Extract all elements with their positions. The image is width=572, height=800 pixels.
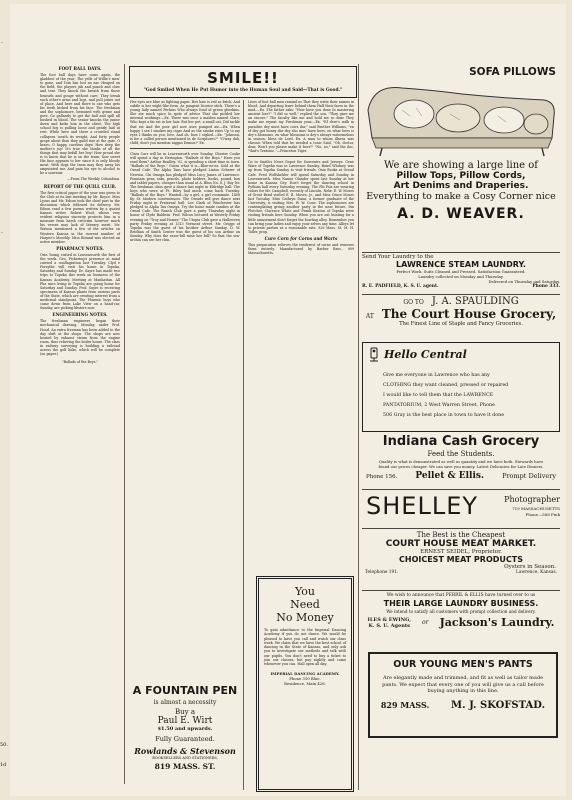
spaulding-ad bbox=[362, 296, 560, 327]
money-line3: No Money bbox=[276, 611, 334, 624]
column-divider bbox=[358, 64, 359, 790]
hello-central: Hello Central bbox=[384, 347, 467, 361]
court-prop: ERNEST SEIDEL, Proprietor. bbox=[420, 549, 502, 555]
spaulding-name: J. A. SPAULDING bbox=[431, 296, 519, 307]
pen-name: Paul E. Wirt bbox=[157, 716, 213, 726]
margin-mark: 50. bbox=[0, 742, 8, 748]
margin-mark: - bbox=[1, 40, 3, 46]
academy-phone: Phone 310 Blue. bbox=[289, 675, 321, 681]
young-mens-pants-ad bbox=[368, 652, 558, 738]
sofa-illustration bbox=[362, 64, 560, 158]
jack-line3: We intend to satisfy all customers with prompt collection and delivery. bbox=[386, 609, 536, 614]
laundry-line1: Send Your Laundry to the bbox=[362, 254, 434, 260]
indiana-name: Indiana Cash Grocery bbox=[382, 434, 540, 449]
smile-subtitle: "God Smiled When He Put Humor into the Human Soul and Said—That is Good." bbox=[143, 88, 343, 93]
laundry-phone: Phone 333. bbox=[532, 284, 560, 289]
telephone-icon bbox=[367, 346, 381, 362]
rowlands-logo: Rowlands & Stevenson bbox=[134, 746, 236, 756]
laundry-name: LAWRENCE STEAM LAUNDRY. bbox=[396, 260, 526, 269]
jack-line1: We wish to announce that PERRIL & ELLIS have turned over to us bbox=[386, 593, 536, 598]
indiana-body: Quality is what is demonstrated as well as quantity and we have both. Stewards have found our prices cheaper. We can save you money. Latest Delicacies for Late Dinners. bbox=[378, 459, 544, 469]
court-house-meat-ad bbox=[362, 531, 560, 575]
money-body: To gain admittance to the Imperial Dancing Academy if you do not dance. We would be pleased to have you call and watch our class work. We claim that we have the best school of dancing in the State of Kansas, and only ask you to investigate our methods and talk with our pupils. You don't need to buy a ticket to join our classes, but pay nightly and come whenever you can. Hall open all day. bbox=[264, 628, 346, 667]
jack-agent1: ILES & EWING, bbox=[367, 616, 411, 623]
engineering-title: ENGINEERING NOTES. bbox=[52, 312, 108, 318]
money-line2: Need bbox=[290, 598, 320, 611]
column-2 bbox=[130, 100, 240, 244]
quill-title: REPORT OF THE QUILL CLUB. bbox=[43, 183, 117, 189]
weaver-ad bbox=[362, 160, 560, 222]
court-telephone: Telephone 191. bbox=[365, 570, 399, 575]
corn-text: This preparation relieves the tenderest of corns and removes them entirely. Manufactured by Barber Bros., 909 Massachusetts. bbox=[248, 243, 354, 256]
academy-residence: Residence, Main 426. bbox=[284, 680, 326, 686]
laundry-ad bbox=[362, 254, 560, 289]
pant-line1: Give me everyone in Lawrence who has any bbox=[383, 373, 490, 378]
rowlands-sub: BOOKSELLERS AND STATIONERS, bbox=[152, 756, 218, 760]
margin-mark: - bbox=[1, 230, 3, 236]
sofa-pillows-ad bbox=[362, 64, 560, 158]
pant-line4: PANTATORIUM, 2 West Warren Street, Phone bbox=[383, 403, 495, 408]
spaulding-at: AT bbox=[365, 313, 374, 320]
column-1 bbox=[40, 64, 120, 366]
laundry-agent: R. E. PADFIELD, K. S. U. agent. bbox=[362, 284, 439, 289]
margin-mark: 1d bbox=[0, 762, 7, 768]
spaulding-sub: The Finest Line of Staple and Fancy Groceries. bbox=[399, 321, 523, 327]
indiana-phone: Phone 156. bbox=[366, 474, 398, 481]
spaulding-store: The Court House Grocery, bbox=[381, 307, 557, 321]
poem-source: —From The Weekly Columbian. bbox=[67, 177, 120, 182]
indiana-prop: Pellet & Ellis. bbox=[415, 471, 485, 482]
newspaper-page bbox=[10, 4, 566, 796]
weaver-line1: We are showing a large line of bbox=[383, 160, 538, 171]
indiana-delivery: Prompt Delivery bbox=[502, 472, 556, 481]
pen-guarantee: Fully Guaranteed. bbox=[155, 735, 215, 743]
pantatorium-ad bbox=[362, 342, 560, 432]
poem-text: The foot ball days have come again, the gladdest of the year; The yells of Willie's men' to gone, and Tom has lost an ear. Heaped on the field, the players jab and punch and claw and tear. They knock the breath from those beneath and gouge without care; They break each other's arms and legs, and pull joints out of place, And here and there is one who gets his teeth kicked from his face. The freshman and the sophomore, bemused with grime and gore, Go gallantly to get the ball and spill all hushed in blood. The senior knocks the junior down and kicks him in the chest; The high school boy is pulling loose and gently laid at rest. While here and there a crowded stand collapses 'neath its weight, And forty people grope about then they guild rise at the gate. O bravo, O happy, careless days! How deep the mother's joy! It's true she thinks of all the things that may befall her boy! How proud she is to know that he is on the team; how sweet His face appears to her since it is only bloody meat. With dogs the team may they away his amputated ear. And pain his eye to alcohol to be a souvenir. bbox=[40, 73, 120, 176]
pharmacy-text: Orin Young visited in Leavenworth the first of the week. Geo. Pickering's presence at mind carried a conflagration last Tuesday. Clyd e Forsythe will visit his home in Topeka, Saturday and Sunday. Dr. Sayre has made two trips to Topeka this week on business of the Kansas Academy. Meeting at Manhattan. All Pha mics living in Topeka are going home for Saturday and Sunday. Prof. Sayre is receiving specimens of Kansas plants from various parts of the State, which are creating interest from a medicinal standpoint. The Pharmic boys who came down from Lake View on a hand-car, Sunday, are picking blisters now. bbox=[40, 252, 120, 311]
poem-title: FOOT BALL DAYS. bbox=[58, 66, 102, 71]
court-line1: The Best is the Cheapest bbox=[416, 531, 506, 539]
ymp-address: 829 MASS. bbox=[380, 699, 430, 710]
laundry-line3: Laundry collected on Monday and Thursday. bbox=[418, 274, 504, 279]
court-line2: CHOICEST MEAT PRODUCTS bbox=[399, 555, 523, 564]
money-line1: You bbox=[294, 585, 315, 598]
pant-line3: I would like to tell them that the LAWRENCE bbox=[383, 393, 494, 398]
engineering-text: The freshman engineers began their mechanical drawing, Monday, under Prof. Hood. An extra freeman has been added to the day shift at the shops. The shops are now heated by exhaust steam from the engine room, thus relieving the boiler house. The class in railway surveying is building a railroad across the golf links, which will be complete (on paper.) bbox=[40, 319, 120, 357]
column-3 bbox=[248, 100, 354, 257]
pen-line2: Buy a bbox=[174, 708, 195, 716]
laundry-line2: Perfect Work. Suits Cleaned and Pressed. Satisfaction Guaranteed. bbox=[396, 269, 526, 274]
jack-name: Jackson's Laundry. bbox=[439, 616, 555, 629]
humor-text-b: Lives of foot ball men remind us That they write their names in blood, And departing leave behind them Half their faces in the mud.—Ex. The father asks: "How have you done In mastering ancient lore?" "I did so well," replied the son, "They gave me an encore." The faculty like me and hold me so dear They make me repeat my Freshman year.—Ex. "Ef dere's milk in paradise dey must have cows dar," said Brother Williams, "en ef dey got honey dar dey sho mus' have bees, en whar bees is dey's blossoms, en whar blossoms is dey's always watermelons in season, bless de Lord. Ex. A man to whom illness was chronic When told that he needed a tonic Said, "Oh, doctor, dear, Won't you please make it beer?" "No, no," said the doc, "that's Tentonic."—Princeton Tiger. bbox=[248, 100, 354, 154]
indiana-grocery-ad bbox=[362, 434, 560, 481]
weaver-line3: Art Denims and Draperies. bbox=[393, 181, 529, 191]
weaver-line2: Pillow Tops, Pillow Cords, bbox=[396, 171, 526, 181]
pen-line1: is almost a necessity bbox=[153, 699, 217, 706]
weaver-name: A. D. WEAVER. bbox=[397, 206, 525, 222]
jackson-laundry-ad bbox=[362, 593, 560, 629]
academy-name: IMPERIAL DANCING ACADEMY. bbox=[270, 670, 340, 676]
court-location: Lawrence, Kansas. bbox=[515, 570, 557, 575]
ymp-name: M. J. SKOFSTAD. bbox=[451, 699, 546, 711]
quill-text: The first critical paper of the year was given to the Club at its last meeting by Mr. Royce. Miss Lyons and Mr. Edson took the chief part in the discussion which followed its delivery. Mr. Edson read a few poems written by a quaint Kansas writer, Robert Woof, whose very evident religious sincerity protects him in a measure from harsh criticism however much his verses may lack of literary merit. Mr. Watson mentioned a few of the articles on Western Kansas in the current number of Harper's Monthly. Miss Botand was elected an active member. bbox=[40, 190, 120, 244]
ballad-note: "Ballads of the Boys." bbox=[61, 360, 99, 365]
corn-title: Cure Corn for Corns and Warts bbox=[264, 235, 338, 241]
fountain-pen-ad bbox=[130, 684, 240, 771]
weaver-line4: Everything to make a Cosy Corner nice bbox=[366, 191, 556, 202]
ymp-body: Are elegantly made and trimmed, and fit as well as tailor made pants. We expect that every one of you will give us a call before buying anything in this line. bbox=[382, 675, 544, 695]
column-divider bbox=[243, 100, 244, 790]
pant-line2: CLOTHING they want cleaned, pressed or repaired bbox=[383, 383, 509, 388]
jack-line2: THEIR LARGE LAUNDRY BUSINESS. bbox=[383, 599, 539, 608]
pharmacy-title: PHARMACY NOTES. bbox=[56, 245, 104, 251]
smile-title: SMILE!! bbox=[207, 69, 279, 87]
shelley-address: 719 MASSACHUSETTS bbox=[512, 506, 560, 511]
pen-title: A FOUNTAIN PEN bbox=[132, 684, 238, 697]
local-notes-a: Clara Carr will be in Leavenworth over Sunday. Chester Cooke will spend a day in Herington. "Ballads of the Boys." Have you read them? Arthur Bradley, '02, is spending a short time in town. "Ballads of the Boys." Guess what it is—Blue-ee-ea. Sold at the Oread Cafe. The Alpha Taus have pledged Linton Scherer of Newton. Chi Omega has pledged Miss Lucy James of Lawrence. Fountain pens, inks, pencils, photo holders, books, pound, box and tablet papers, cheaper than usual at A. Bliss No. 8, J. Boy ler. The freshman class gave a dance last night in Eldridge hall. The boys who were at Pt. Riley had much come back Tuesday. "Ballads of the Boys." Wanted—by a girl, a girl roommate. 1408 Ky. St. Modern conveniences. The Oreads will give dance next Friday night in Fraternal hall. Lee Clark of Winchester has pledged to Alpha Tau Omega. Try the home made candies at the Oread Cafe. The Ranch Club gave a party Thursday night in honor of Clyde Baldwin. Prof. Wilcox lectured at Waverly Friday evening on "Troy and Homer." The Utopia Club gave a Halloween party Friday evening at 1313 Vermont street. Mr. Griggs of Topeka was the guest of his brother Arthur Sunday. D. W. Reidhan of Smith Center was the guest of his son Arthur on Sunday. Why does the razor-bill raise her bill? So that the sea-urchin can see her chin. bbox=[130, 152, 240, 242]
court-line3: Oysters in Season. bbox=[504, 564, 556, 570]
column-divider bbox=[124, 64, 125, 784]
dancing-academy-ad bbox=[256, 576, 354, 792]
pen-price: $1.50 and upwards. bbox=[157, 726, 213, 732]
shelley-phone: Phone—588 Pink bbox=[525, 512, 560, 517]
indiana-sub: Feed the Students. bbox=[427, 450, 495, 458]
rowlands-address: 819 MASS. ST. bbox=[154, 762, 216, 771]
jack-or: or bbox=[422, 619, 429, 626]
shelley-ad bbox=[366, 492, 560, 526]
shelley-job: Photographer bbox=[504, 495, 560, 504]
humor-text-a: Her eyes are blue as lighting paper. Her hair is red as brick, And subtle is her wight-like form, As pungent licorice stick. There's a young lady named Perkins Who always fond of green gherkins. She ate much spice In spite of advice That she pickled her internal workings.—Ex. There was once a maiden named Clare, Who kept a fat rat in her hair. But her pet, a small cat, Did tackle that rat And the poor girl now uses pumped air.—Ex. When happy I see I smokes my cigar And as the smoke rises Up to my eyes I thinks on you, love, And oh, how I sighed.—Ex. "Johnson, is for a called person mentioned in de Scriptures?" "G'way dah, child; don't you mention niggas Demon!" Ex. bbox=[130, 100, 240, 145]
shelley-name: SHELLEY bbox=[366, 492, 479, 520]
spaulding-goto: GO TO bbox=[403, 299, 424, 306]
sofa-title: SOFA PILLOWS bbox=[469, 66, 556, 78]
jack-agent2: K. S. U. Agents bbox=[368, 622, 410, 629]
pant-line5: 506 Gray is the best place in town to have it done bbox=[383, 413, 505, 418]
local-notes-b: Go to Smith's News Depot for Souvenirs and Jerseys. Gene Ware of Topeka was in Lawrence Sunday. Baird Whitney was up from Topeka Sunday to visit friends. Oxia Books at Oread Cafe. Fred Wolfskehler will spend Saturday and Sunday in Leavenworth. Miss Nanne Olander spent last Sunday at her home in Kansas City. Don't forget the dancing school in Pythian hall every Saturday evening. The Phi Psis are wearing colors for Mr. Campbell, recently of Lincoln, Nebr. E. W. Moses of Great Bend visited E. R. Moses, Jr., and Miss Grace Moses last Tuesday. Miss Cathryn Dunn, a former graduate of the University, is visiting Mrs. W. W. Cone. The sophomores are contemplating giving another party in the near future. Dix Fletcher, Clarence White and Frank Keaton of Topeka were visiting friends here Sunday. When you are out hunting for a little amusement don't forget the bowling alley. Remember you can bring your ladies and enjoy your selves any time. Alleys let to private parties at a reasonable rate. 926 Mass. St. M. H. Toller, prop. bbox=[248, 160, 354, 234]
ymp-title: OUR YOUNG MEN'S PANTS bbox=[393, 659, 533, 670]
laundry-line4: Delivered on Thursday and Saturday. bbox=[488, 279, 560, 284]
court-name: COURT HOUSE MEAT MARKET. bbox=[385, 539, 537, 549]
smile-header-box bbox=[129, 66, 357, 98]
